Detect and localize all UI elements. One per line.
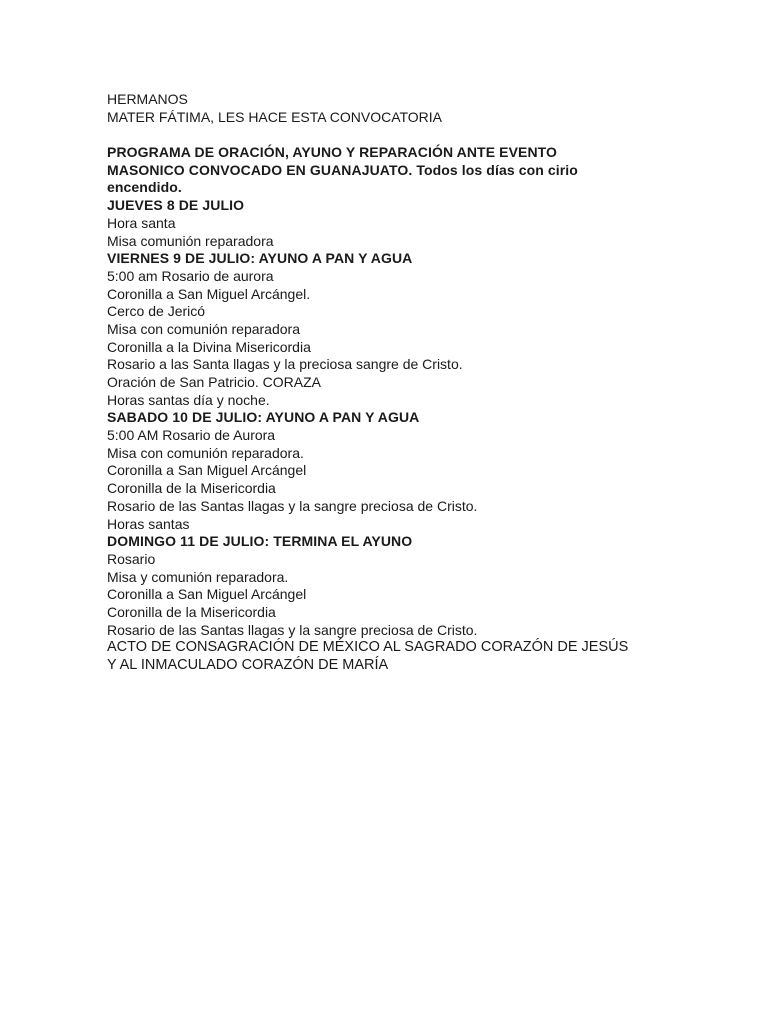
- list-item: Cerco de Jericó: [107, 303, 206, 320]
- list-item: Rosario de las Santas llagas y la sangre preciosa de Cristo.: [107, 621, 478, 638]
- greeting-line: HERMANOS: [107, 91, 188, 107]
- list-item: Coronilla a San Miguel Arcángel: [107, 586, 307, 603]
- list-item: Misa comunión reparadora: [107, 232, 274, 249]
- day-heading-viernes: VIERNES 9 DE JULIO: AYUNO A PAN Y AGUA: [107, 250, 413, 267]
- list-item: Coronilla a San Miguel Arcángel: [107, 462, 307, 479]
- list-item: Coronilla a San Miguel Arcángel.: [107, 285, 311, 302]
- list-item: Hora santa: [107, 214, 176, 231]
- day-heading-jueves: JUEVES 8 DE JULIO: [107, 197, 245, 214]
- list-item: Misa y comunión reparadora.: [107, 568, 289, 585]
- list-item: Rosario de las Santas llagas y la sangre preciosa de Cristo.: [107, 497, 478, 514]
- day-heading-domingo: DOMINGO 11 DE JULIO: TERMINA EL AYUNO: [107, 533, 413, 550]
- closing-line-2: Y AL INMACULADO CORAZÓN DE MARÍA: [107, 657, 389, 673]
- list-item: Misa con comunión reparadora: [107, 320, 300, 337]
- list-item: 5:00 am Rosario de aurora: [107, 267, 274, 284]
- list-item: 5:00 AM Rosario de Aurora: [107, 427, 276, 444]
- day-heading-sabado: SABADO 10 DE JULIO: AYUNO A PAN Y AGUA: [107, 409, 420, 426]
- list-item: Coronilla de la Misericordia: [107, 480, 276, 497]
- closing-line-1: ACTO DE CONSAGRACIÓN DE MÉXICO AL SAGRADO CORAZÓN DE JESÚS: [107, 639, 629, 656]
- program-title-line-2: MASONICO CONVOCADO EN GUANAJUATO. Todos los días con cirio: [107, 161, 578, 178]
- document-body: [107, 91, 667, 675]
- list-item: Coronilla a la Divina Misericordia: [107, 338, 311, 355]
- list-item: Horas santas: [107, 515, 190, 532]
- blank-line: [107, 126, 667, 144]
- list-item: Misa con comunión reparadora.: [107, 444, 304, 461]
- list-item: Rosario: [107, 550, 156, 567]
- list-item: Oración de San Patricio. CORAZA: [107, 374, 321, 390]
- list-item: Rosario a las Santa llagas y la preciosa sangre de Cristo.: [107, 356, 463, 373]
- convocation-line: MATER FÁTIMA, LES HACE ESTA CONVOCATORIA: [107, 108, 443, 125]
- list-item: Coronilla de la Misericordia: [107, 603, 276, 620]
- program-title-line-1: PROGRAMA DE ORACIÓN, AYUNO Y REPARACIÓN ANTE EVENTO: [107, 144, 558, 161]
- list-item: Horas santas día y noche.: [107, 391, 270, 408]
- program-title-line-3: encendido.: [107, 179, 182, 196]
